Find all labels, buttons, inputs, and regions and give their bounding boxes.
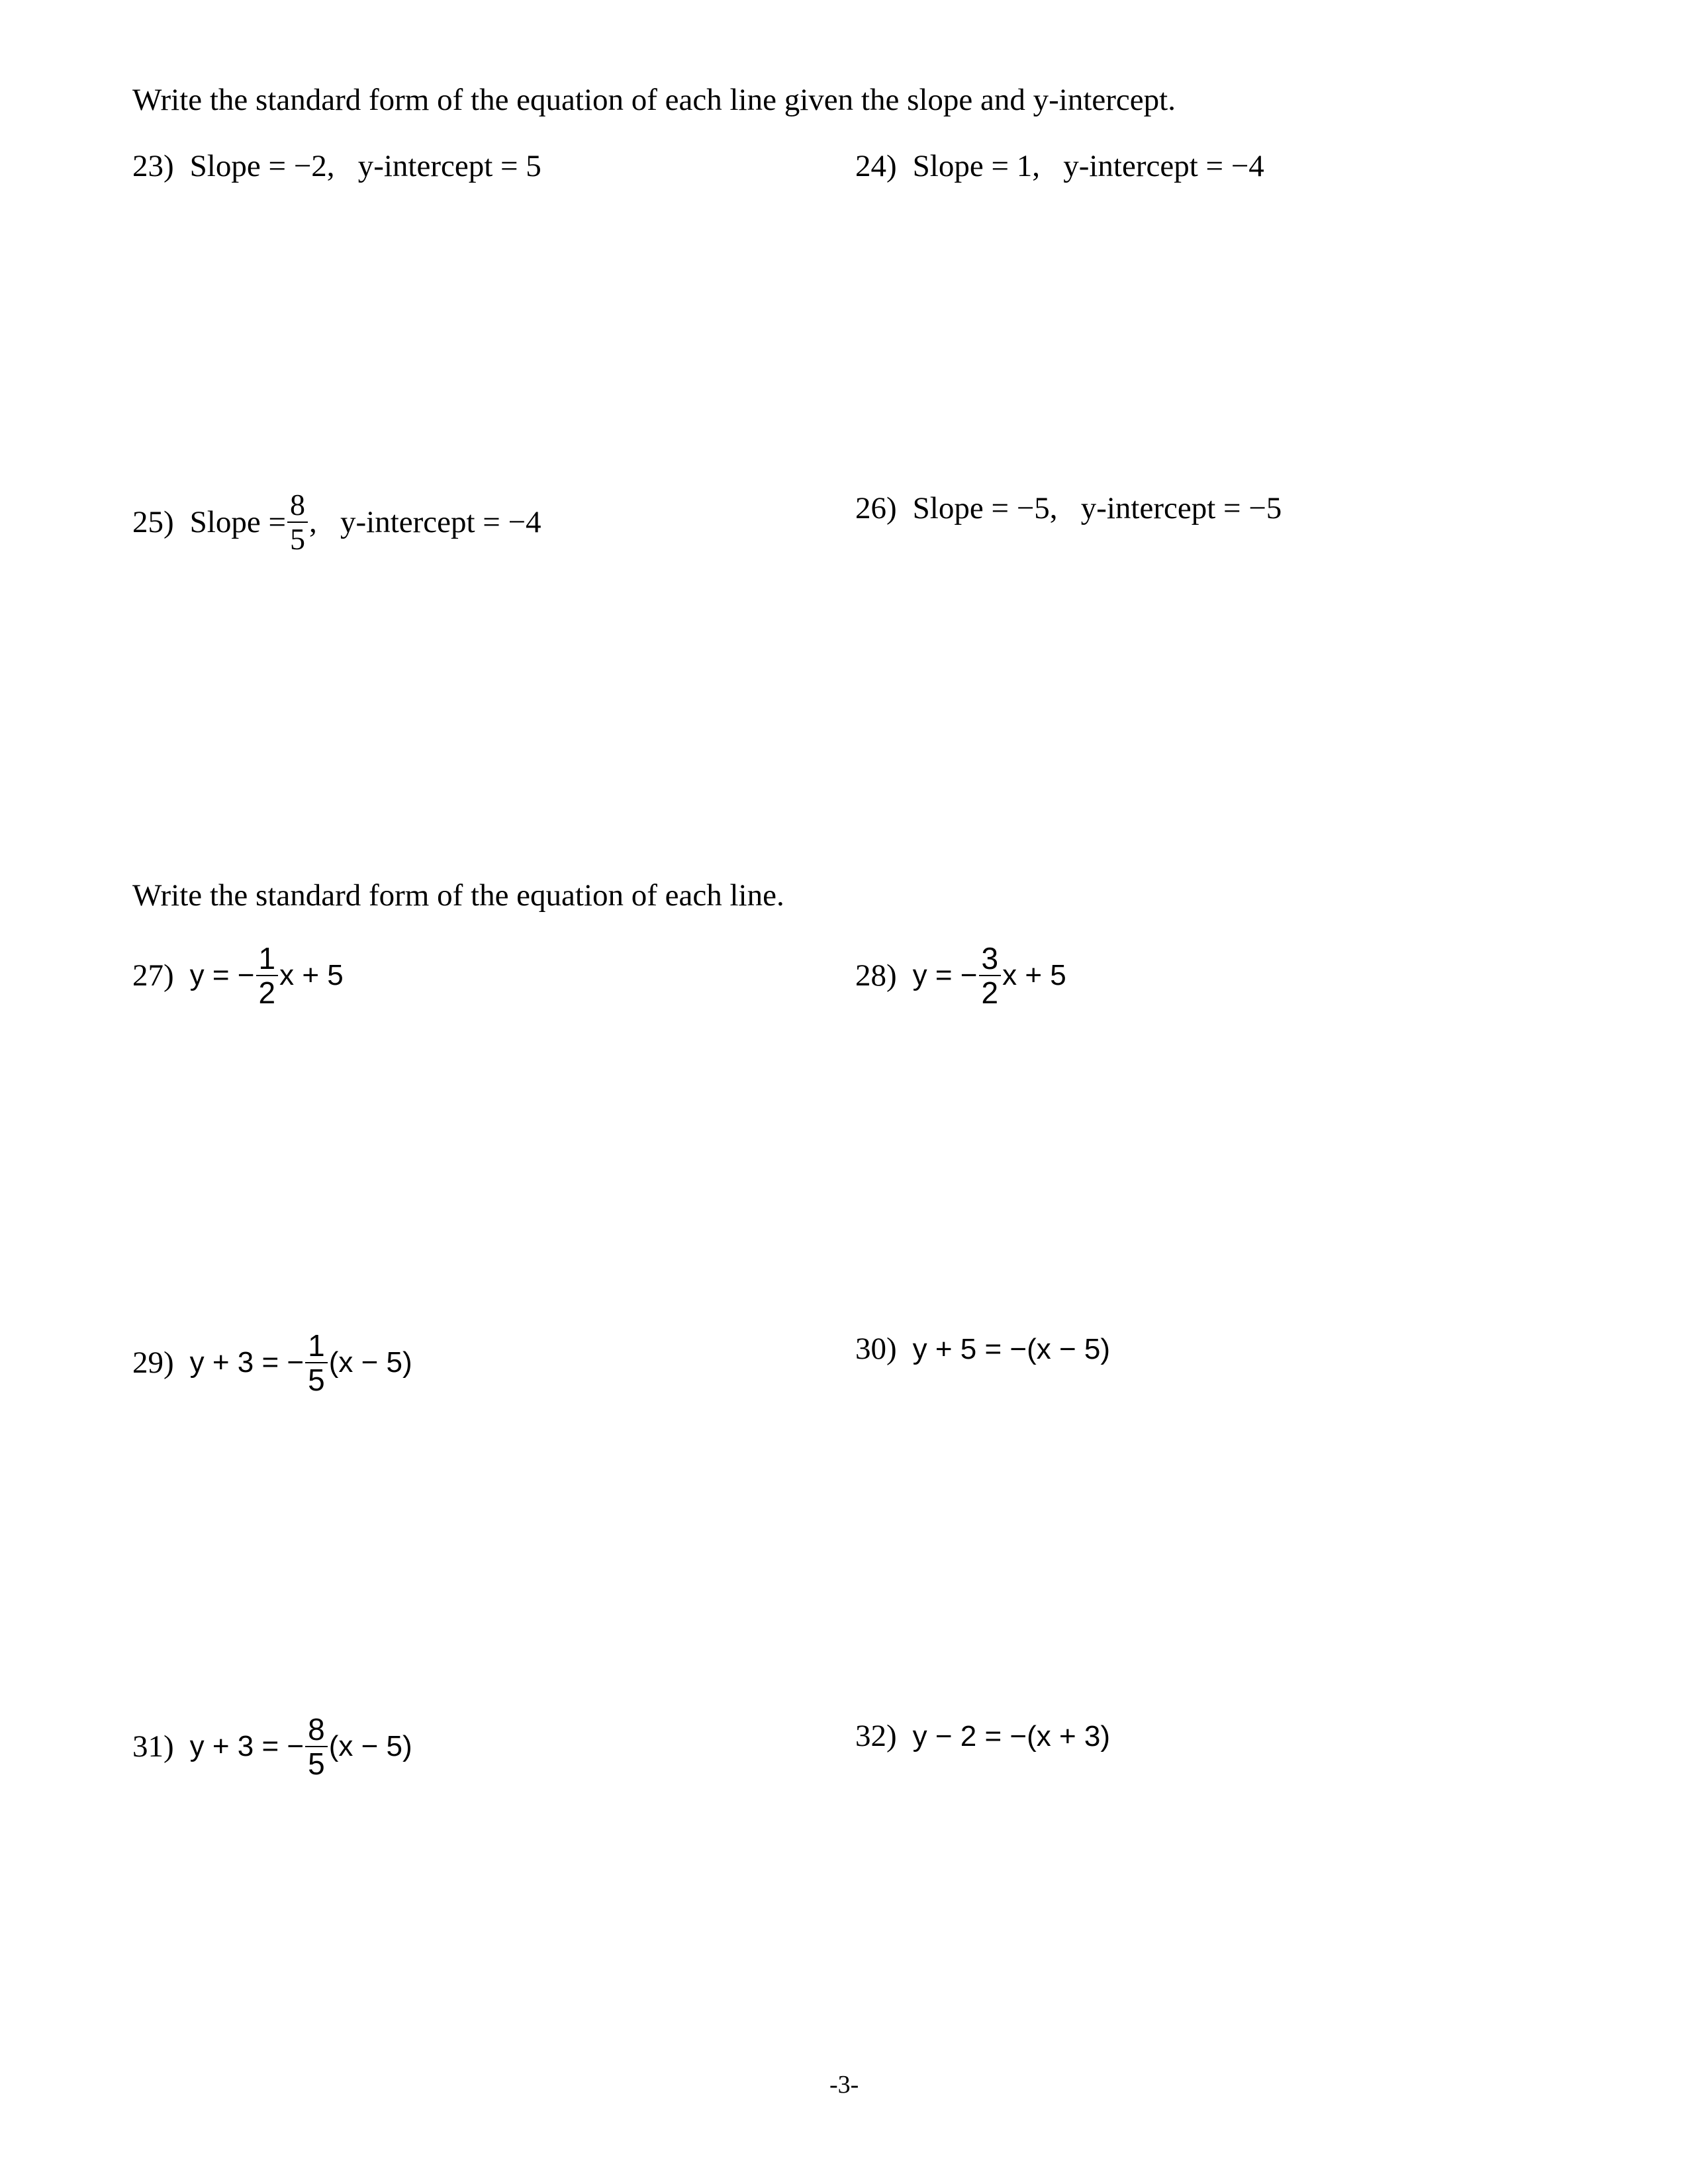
equation: y + 5 = −(x − 5) (912, 1332, 1111, 1365)
problem-23 (132, 151, 541, 182)
equation-rhs: (x − 5) (328, 1730, 412, 1762)
intercept-text: , y-intercept = −4 (308, 504, 541, 539)
numerator: 8 (289, 488, 305, 522)
equation-lhs: y + 3 = − (189, 1346, 305, 1379)
problem-24 (855, 151, 1264, 182)
coefficient-fraction (256, 943, 279, 1008)
equation-lhs: y + 3 = − (189, 1730, 305, 1762)
problem-number: 29) (132, 1345, 174, 1380)
problem-number: 24) (855, 149, 897, 183)
problem-number: 23) (132, 149, 174, 183)
problem-number: 26) (855, 491, 897, 525)
numerator: 1 (308, 1328, 325, 1363)
problem-28 (855, 943, 1066, 1008)
problem-number: 28) (855, 958, 897, 993)
denominator: 2 (258, 976, 276, 1010)
page-number: -3- (829, 2071, 859, 2099)
problem-text: Slope = 1, y-intercept = −4 (912, 149, 1264, 183)
problem-text: Slope = −5, y-intercept = −5 (912, 491, 1282, 525)
equation-lhs: y = − (189, 959, 255, 991)
problem-31 (132, 1714, 412, 1779)
problem-number: 32) (855, 1719, 897, 1753)
equation: y − 2 = −(x + 3) (912, 1719, 1111, 1752)
problem-number: 27) (132, 958, 174, 993)
problem-25 (132, 490, 541, 555)
problem-26 (855, 493, 1282, 524)
coefficient-fraction (305, 1330, 328, 1395)
problem-27 (132, 943, 344, 1008)
denominator: 5 (308, 1747, 325, 1781)
equation-rhs: x + 5 (279, 959, 344, 991)
problem-29 (132, 1330, 412, 1395)
problem-number: 31) (132, 1729, 174, 1764)
problem-32 (855, 1721, 1110, 1752)
numerator: 8 (308, 1712, 325, 1747)
numerator: 1 (258, 941, 276, 976)
problem-text: Slope = −2, y-intercept = 5 (189, 149, 541, 183)
instruction-2: Write the standard form of the equation of each line. (132, 878, 784, 913)
slope-fraction (287, 490, 308, 555)
denominator: 5 (308, 1363, 325, 1397)
problem-number: 25) (132, 504, 174, 539)
denominator: 2 (981, 976, 999, 1010)
equation-rhs: (x − 5) (328, 1346, 412, 1379)
instruction-1: Write the standard form of the equation of each line given the slope and y-intercept. (132, 83, 1176, 117)
equation-rhs: x + 5 (1002, 959, 1066, 991)
denominator: 5 (289, 522, 305, 556)
coefficient-fraction (979, 943, 1002, 1008)
equation-lhs: y = − (912, 959, 978, 991)
coefficient-fraction (305, 1714, 328, 1779)
slope-label: Slope = (189, 504, 286, 539)
numerator: 3 (981, 941, 999, 976)
problem-number: 30) (855, 1332, 897, 1366)
problem-30 (855, 1334, 1110, 1365)
